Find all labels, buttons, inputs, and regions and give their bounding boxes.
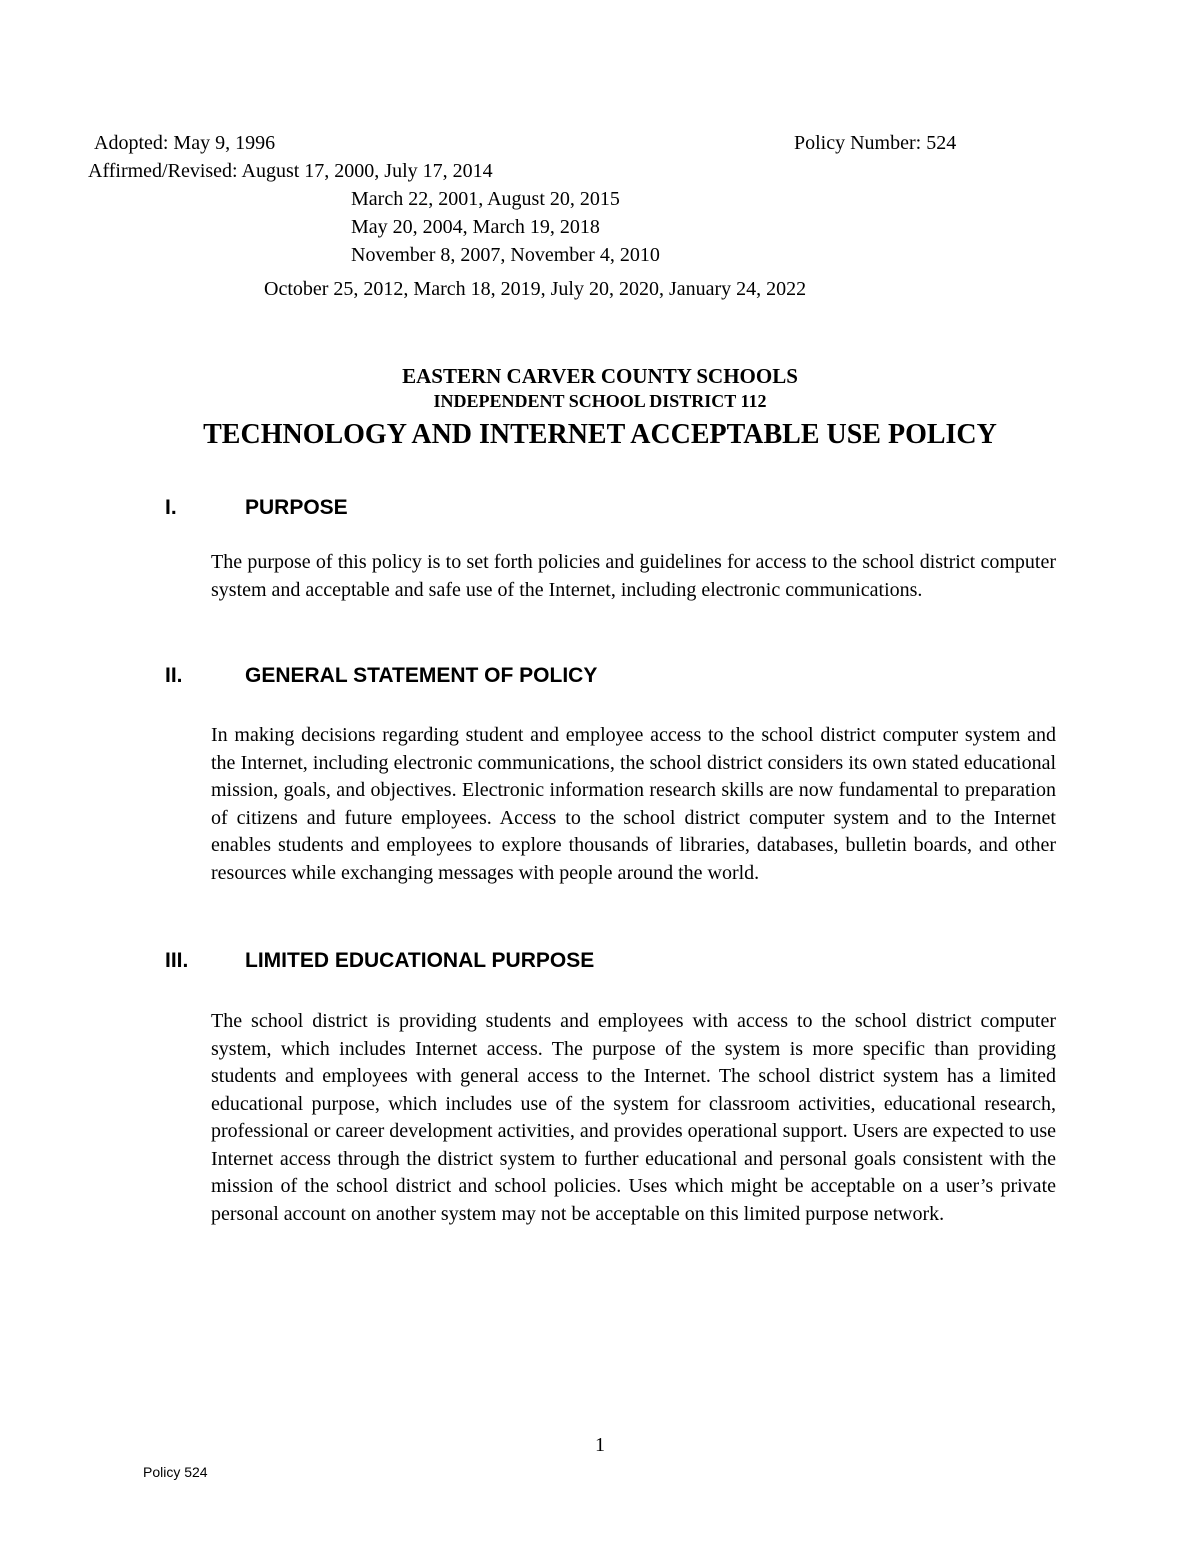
section-title-purpose: PURPOSE <box>245 496 348 519</box>
district-name: INDEPENDENT SCHOOL DISTRICT 112 <box>433 391 767 411</box>
section-title-limited-purpose: LIMITED EDUCATIONAL PURPOSE <box>245 949 595 972</box>
section-number: I. <box>165 496 177 519</box>
policy-number: Policy Number: 524 <box>794 132 957 154</box>
policy-title: TECHNOLOGY AND INTERNET ACCEPTABLE USE POLICY <box>203 419 997 450</box>
revised-label-line: Affirmed/Revised: August 17, 2000, July 17, 2014 <box>88 160 493 182</box>
footer-policy-label: Policy 524 <box>143 1464 208 1480</box>
revised-line: March 22, 2001, August 20, 2015 <box>351 188 620 210</box>
section-body-purpose: The purpose of this policy is to set forth policies and guidelines for access to the school district computer system and acceptable and safe use of the Internet, including electronic communications. <box>211 551 1056 601</box>
page-number: 1 <box>595 1434 605 1456</box>
section-body-limited-purpose: The school district is providing students and employees with access to the school district computer system, which includes Internet access. The purpose of the system is more specific than providing students and employees with general access to the Internet. The school district system has a limited educational purpose, which includes use of the system for classroom activities, educational research, professional or career development activities, and provides operational support. Users are expected to use Internet access through the district system to further educational and personal goals consistent with the mission of the school district and school policies. Uses which might be acceptable on a user’s private personal account on another system may not be acceptable on this limited purpose network. <box>211 1010 1056 1225</box>
revised-line: November 8, 2007, November 4, 2010 <box>351 244 660 266</box>
revised-last-line: October 25, 2012, March 18, 2019, July 20, 2020, January 24, 2022 <box>264 278 807 300</box>
section-number: III. <box>165 949 189 972</box>
organization-name: EASTERN CARVER COUNTY SCHOOLS <box>402 364 798 388</box>
section-body-general-statement: In making decisions regarding student and employee access to the school district computer system and the Internet, including electronic communications, the school district considers its own stated educational mission, goals, and objectives. Electronic information research skills are now fundamental to preparation of citizens and future employees. Access to the school district computer system and to the Internet enables students and employees to explore thousands of libraries, databases, bulletin boards, and other resources while exchanging messages with people around the world. <box>211 724 1056 884</box>
section-title-general-statement: GENERAL STATEMENT OF POLICY <box>245 664 598 687</box>
section-number: II. <box>165 664 183 687</box>
revised-line: May 20, 2004, March 19, 2018 <box>351 216 600 238</box>
adopted-date: Adopted: May 9, 1996 <box>94 132 276 154</box>
